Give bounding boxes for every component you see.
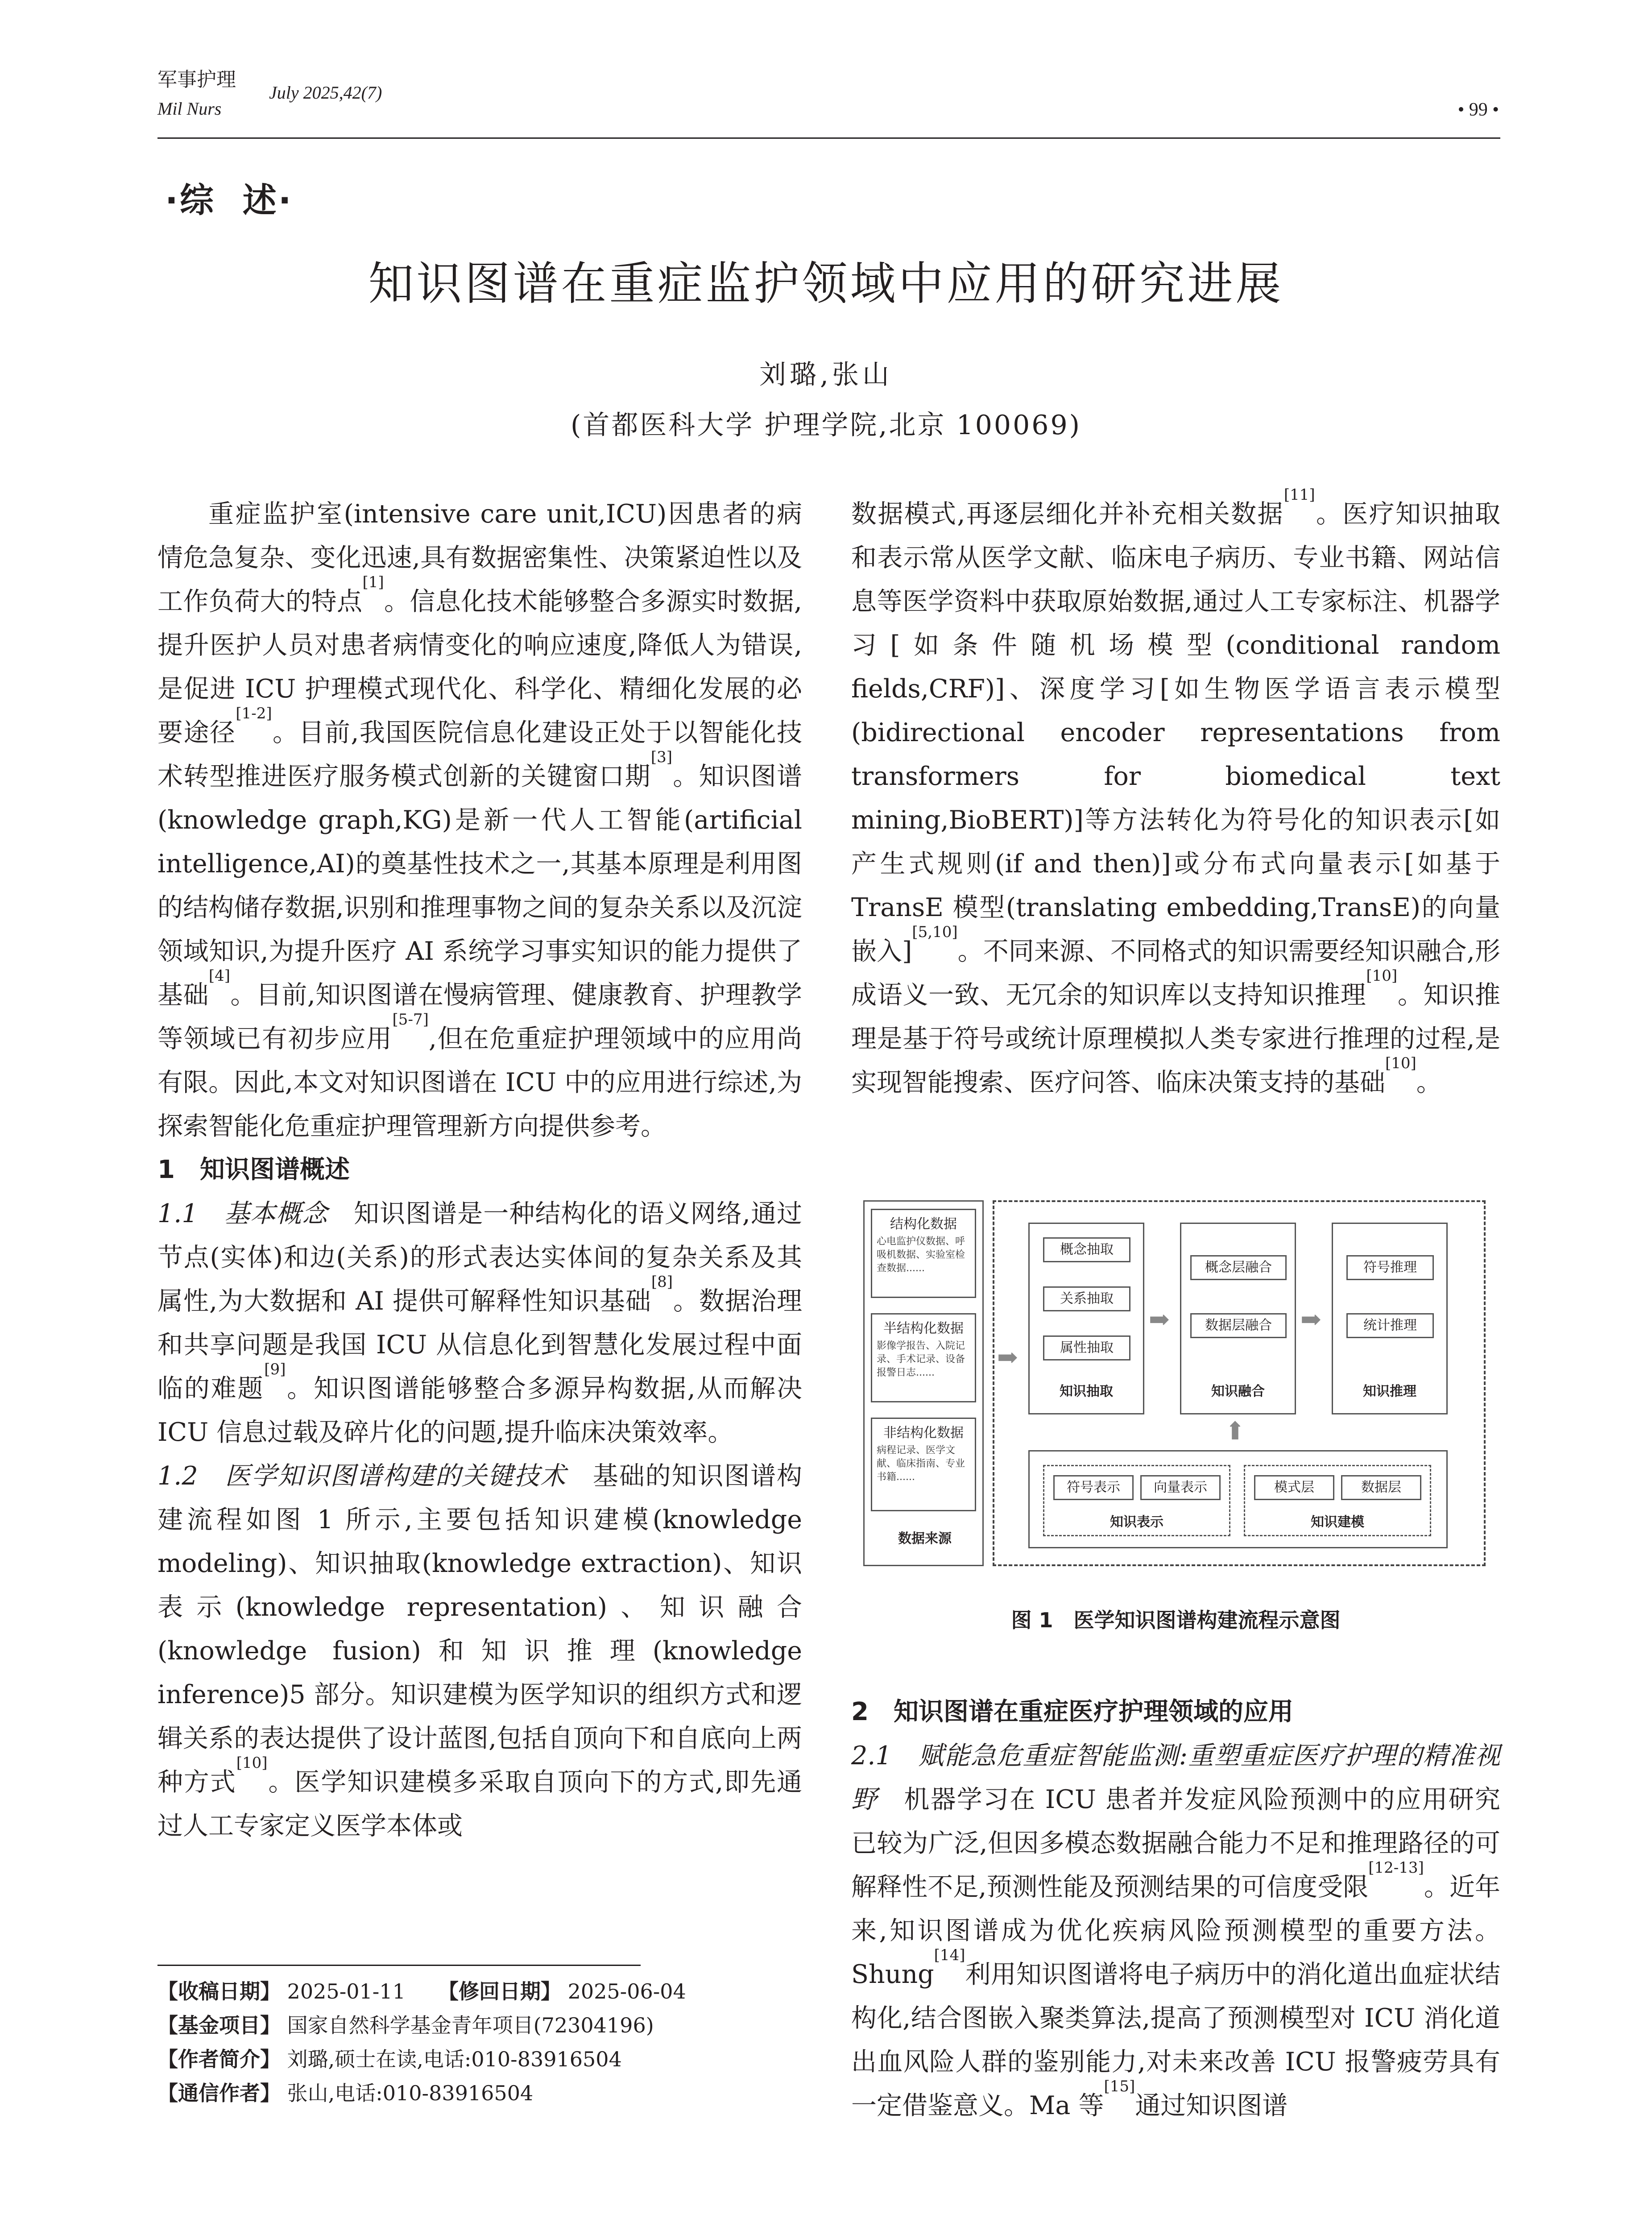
structured-data-desc: 心电监护仪数据、呼吸机数据、实验室检查数据...... (877, 1236, 965, 1274)
fusion-item: 概念层融合 (1190, 1255, 1287, 1280)
right-column-lower (851, 1690, 1500, 2127)
footnote-dates (157, 1974, 686, 2008)
arrow-right-icon: ➡ (997, 1343, 1018, 1372)
text-span: 。信息化技术能够整合多源实时数据,提升医护人员对患者病情变化的响应速度,降低人为错误,是促进 ICU 护理模式现代化、科学化、精细化发展的必要途径 (157, 587, 803, 747)
text-span: 机器学习在 ICU 患者并发症风险预测中的应用研究已较为广泛,但因多模态数据融合能力不足和推理路径的可解释性不足,预测性能及预测结果的可信度受限 (851, 1785, 1500, 1902)
inference-item: 符号推理 (1346, 1255, 1434, 1280)
citation: [10] (1366, 967, 1398, 985)
citation: [4] (208, 967, 231, 985)
subsection-title: 1.2 医学知识图谱构建的关键技术 (157, 1461, 567, 1491)
subsection-title: 1.1 基本概念 (157, 1199, 328, 1228)
text-span: ,但在危重症护理领域中的应用尚有限。因此,本文对知识图谱在 ICU 中的应用进行综述,为探索智能化危重症护理管理新方向提供参考。 (157, 1024, 803, 1141)
text-span: 重症监护室(intensive care unit,ICU)因患者的病情危急复杂、变化迅速,具有数据密集性、决策紧迫性以及工作负荷大的特点 (157, 499, 802, 616)
citation: [1-2] (236, 705, 272, 722)
affiliation: (首都医科大学 护理学院,北京 100069) (570, 410, 1082, 441)
text-span: 。知识图谱能够整合多源异构数据,从而解决 ICU 信息过载及碎片化的问题,提升临床决策效率。 (157, 1374, 803, 1447)
knowledge-representation-title: 知识表示 (1110, 1514, 1163, 1530)
footnote-fund (157, 2008, 654, 2042)
continued-paragraph (851, 486, 1501, 1104)
citation: [5,10] (912, 923, 958, 941)
knowledge-fusion-box (1180, 1223, 1296, 1414)
knowledge-modeling-box (1244, 1465, 1431, 1536)
text-span: 利用知识图谱将电子病历中的消化道出血症状结构化,结合图嵌入聚类算法,提高了预测模型对 ICU 消化道出血风险人群的鉴别能力,对未来改善 ICU 报警疲劳具有一定借鉴意义。Ma 等 (851, 1960, 1500, 2120)
figure-caption: 图 1 医学知识图谱构建流程示意图 (1011, 1608, 1341, 1632)
text-span: 。知识图谱(knowledge graph,KG)是新一代人工智能(artificial intelligence,AI)的奠基性技术之一,其基本原理是利用图的结构储存数据,识别和推理事物之间的复杂关系以及沉淀领域知识,为提升医疗 AI 系统学习事实知识的能力提供了基础 (157, 762, 803, 1010)
unstructured-data-desc: 病程记录、医学文献、临床指南、专业书籍...... (877, 1445, 965, 1483)
citation: [9] (264, 1360, 286, 1378)
citation: [11] (1284, 486, 1315, 504)
text-span: 数据模式,再逐层细化并补充相关数据 (851, 499, 1284, 529)
section-1-2-paragraph (157, 1454, 802, 1848)
text-span: 。不同来源、不同格式的知识需要经知识融合,形成语义一致、无冗余的知识库以支持知识推理 (851, 937, 1500, 1010)
footnote-label: 【通信作者】 (157, 2081, 281, 2105)
citation: [8] (651, 1273, 673, 1291)
footnote-label: 【修回日期】 (438, 1979, 561, 2003)
fund-text: 国家自然科学基金青年项目(72304196) (287, 2013, 654, 2037)
section-heading-1: 1 知识图谱概述 (157, 1155, 350, 1184)
text-span: 。目前,我国医院信息化建设正处于以智能化技术转型推进医疗服务模式创新的关键窗口期 (157, 718, 802, 791)
modeling-item: 模式层 (1254, 1475, 1334, 1500)
unstructured-data-label: 非结构化数据 (883, 1425, 964, 1441)
representation-item: 向量表示 (1140, 1475, 1221, 1500)
correspondence-text: 张山,电话:010-83916504 (287, 2081, 534, 2105)
semi-structured-data-label: 半结构化数据 (883, 1321, 964, 1336)
footnote-label: 【作者简介】 (157, 2047, 281, 2071)
footnote-rule (157, 1965, 641, 1966)
revised-date: 2025-06-04 (567, 1979, 686, 2003)
text-span: 。 (1416, 1068, 1442, 1097)
structured-data-label: 结构化数据 (890, 1216, 957, 1232)
semi-structured-data-box (871, 1313, 976, 1402)
citation: [3] (650, 748, 672, 766)
data-source-title: 数据来源 (898, 1531, 952, 1547)
data-source-panel (863, 1200, 984, 1566)
section-2-1-paragraph (851, 1734, 1500, 2127)
arrow-up-icon: ⬆ (1225, 1417, 1246, 1446)
text-span: 。知识推理是基于符号或统计原理模拟人类专家进行推理的过程,是实现智能搜索、医疗问答、临床决策支持的基础 (851, 980, 1501, 1097)
footnote-label: 【收稿日期】 (157, 1979, 281, 2003)
citation: [10] (1385, 1054, 1416, 1072)
extraction-item: 关系抽取 (1043, 1286, 1130, 1311)
text-span: 。近年来,知识图谱成为优化疾病风险预测模型的重要方法。Shung (851, 1872, 1500, 1989)
text-span: 知识图谱是一种结构化的语义网络,通过节点(实体)和边(关系)的形式表达实体间的复杂关系及其属性,为大数据和 AI 提供可解释性知识基础 (157, 1199, 803, 1316)
text-span: 。医疗知识抽取和表示常从医学文献、临床电子病历、专业书籍、网站信息等医学资料中获取原始数据,通过人工专家标注、机器学习[如条件随机场模型(conditional random fields,CRF)]、深度学习[如生物医学语言表示模型(bidirectional encoder representations from transformers for biomedical text mining,BioBERT)]等方法转化为符号化的知识表示[如产生式规则(if and then)]或分布式向量表示[如基于 TransE 模型(translating embedding,TransE)的向量嵌入] (851, 499, 1500, 966)
knowledge-representation-box (1043, 1465, 1230, 1536)
citation: [1] (362, 573, 384, 591)
inference-item: 统计推理 (1346, 1313, 1434, 1338)
knowledge-extraction-box (1028, 1223, 1144, 1414)
citation: [10] (236, 1754, 268, 1772)
footnote-correspondence (157, 2076, 533, 2110)
arrow-right-icon: ➡ (1149, 1305, 1170, 1334)
section-heading-2: 2 知识图谱在重症医疗护理领域的应用 (851, 1697, 1293, 1726)
section-1-1-paragraph (157, 1192, 802, 1454)
authors: 刘璐,张山 (759, 359, 893, 390)
figure-1 (863, 1196, 1488, 1580)
knowledge-inference-box (1332, 1223, 1448, 1414)
subsection-title: 2.1 赋能急危重症智能监测:重塑重症医疗护理的精准视野 (851, 1741, 1500, 1814)
fusion-item: 数据层融合 (1190, 1313, 1287, 1338)
unstructured-data-box (871, 1418, 976, 1511)
right-column (851, 486, 1501, 1104)
citation: [14] (934, 1946, 965, 1964)
journal-name-en: Mil Nurs (157, 99, 222, 119)
citation: [12-13] (1368, 1859, 1424, 1877)
knowledge-fusion-title: 知识融合 (1211, 1384, 1265, 1399)
modeling-item: 数据层 (1341, 1475, 1421, 1500)
citation: [5-7] (392, 1011, 429, 1028)
article-title: 知识图谱在重症监护领域中应用的研究进展 (368, 257, 1284, 311)
extraction-item: 概念抽取 (1043, 1237, 1130, 1262)
left-column (157, 492, 802, 1848)
text-span: 。医学知识建模多采取自顶向下的方式,即先通过人工专家定义医学本体或 (157, 1767, 802, 1841)
knowledge-extraction-title: 知识抽取 (1060, 1384, 1113, 1399)
footnote-label: 【基金项目】 (157, 2013, 281, 2037)
column-tag: ·综 述· (165, 180, 293, 220)
page-number: • 99 • (1457, 100, 1499, 120)
semi-structured-data-desc: 影像学报告、入院记录、手术记录、设备报警日志...... (877, 1340, 965, 1378)
extraction-item: 属性抽取 (1043, 1335, 1130, 1360)
representation-modeling-box (1028, 1450, 1448, 1548)
header-rule (157, 137, 1500, 139)
journal-name-cn: 军事护理 (157, 68, 236, 91)
text-span: 。目前,知识图谱在慢病管理、健康教育、护理教学等领域已有初步应用 (157, 980, 802, 1053)
footnote-author (157, 2042, 622, 2076)
representation-item: 符号表示 (1053, 1475, 1134, 1500)
arrow-right-icon: ➡ (1300, 1305, 1321, 1334)
knowledge-modeling-title: 知识建模 (1311, 1514, 1364, 1530)
citation: [15] (1104, 2078, 1135, 2095)
structured-data-box (871, 1209, 976, 1298)
received-date: 2025-01-11 (287, 1979, 406, 2003)
knowledge-inference-title: 知识推理 (1363, 1384, 1416, 1399)
intro-paragraph (157, 492, 802, 1148)
text-span: 基础的知识图谱构建流程如图 1 所示,主要包括知识建模(knowledge modeling)、知识抽取(knowledge extraction)、知识表示(knowledge representation)、知识融合(knowledge fusion)和知识推理(knowledge inference)5 部分。知识建模为医学知识的组织方式和逻辑关系的表达提供了设计蓝图,包括自顶向下和自底向上两种方式 (157, 1461, 802, 1797)
text-span: 通过知识图谱 (1135, 2091, 1288, 2120)
issue-date: July 2025,42(7) (269, 83, 382, 103)
text-span: 。数据治理和共享问题是我国 ICU 从信息化到智慧化发展过程中面临的难题 (157, 1286, 802, 1403)
author-text: 刘璐,硕士在读,电话:010-83916504 (287, 2047, 622, 2071)
